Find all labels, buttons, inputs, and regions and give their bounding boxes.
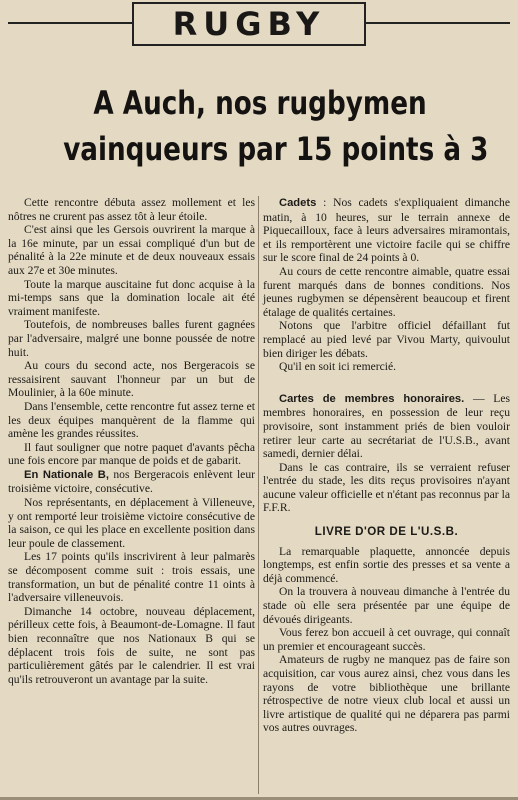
- article-column-right: [263, 196, 510, 735]
- paragraph-text: — Les membres honoraires, en possession de leur reçu provisoire, sont instamment priés de bien vouloir retirer leur carte au secrétariat de l'U.S.B., avant samedi, dernier délai.: [263, 391, 510, 461]
- header-rule-left: [8, 22, 132, 24]
- subhead-nationale-b: En Nationale B,: [24, 468, 109, 481]
- paragraph: Au cours de cette rencontre aimable, quatre essai furent marqués dans de bonnes conditions. Nos jeunes rugbymen se dépensèrent beaucoup et firent étalage de qualités certaines.: [263, 264, 510, 319]
- paragraph: Vous ferez bon accueil à cet ouvrage, qui connaît un premier et encourageant succès.: [263, 626, 510, 653]
- paragraph: Dimanche 14 octobre, nouveau déplacement, périlleux cette fois, à Beaumont-de-Lomagne. Il faut bien reconnaître que nos Nationaux B qui se déplacent trois fois de suite, ne sont pas particulièrement gâtés par le calendrier. Il est vrai qu'ils retrouveront un avantage par la suite.: [8, 604, 255, 686]
- paragraph: Dans l'ensemble, cette rencontre fut assez terne et les deux équipes manquèrent de la flamme qui amène les grandes réussites.: [8, 399, 255, 441]
- paragraph: Notons que l'arbitre officiel défaillant fut remplacé au pied levé par Vivou Marty, quivoulut bien diriger les débats.: [263, 319, 510, 360]
- section-banner: [132, 2, 366, 46]
- section-title-livre-dor: LIVRE D'OR DE L'U.S.B.: [314, 525, 459, 539]
- paragraph: C'est ainsi que les Gersois ouvrirent la marque à la 16e minute, par un essai compliqué d'un but de pénalité à la 22e minute et de deux nouveaux essais aux 27e et 30e minutes.: [8, 223, 255, 277]
- spacer: [263, 374, 510, 392]
- paragraph-cadets: [263, 196, 510, 265]
- subhead-cartes: Cartes de membres honoraires.: [279, 392, 465, 405]
- paragraph: Les 17 points qu'ils inscrivirent à leur palmarès se décomposent comme suit : trois essais, une transformation, un but de pénalité contre 11 oints à l'adversaire villeneuvois.: [8, 550, 255, 605]
- paragraph: Dans le cas contraire, ils se verraient refuser l'entrée du stade, les dits reçus provisoires n'ayant aucune valeur officielle et n'étant pas reconnus par la F.F.R.: [263, 460, 510, 515]
- headline-line-2: vainqueurs par 15 points à 3: [63, 130, 489, 168]
- headline: [63, 80, 489, 172]
- paragraph: Cette rencontre débuta assez mollement et les nôtres ne crurent pas assez tôt à leur étoile.: [8, 196, 255, 223]
- paragraph: Amateurs de rugby ne manquez pas de faire son acquisition, car vous aurez ainsi, chez vous dans les rayons de votre bibliothèque une brillante rétrospective de notre vieux club local et aussi un livre artistique de qualité qui ne déparera pas parmi vos autres ouvrages.: [263, 653, 510, 735]
- section-label: RUGBY: [172, 5, 326, 43]
- paragraph-text: nos Bergeracois enlèvent leur troisième victoire, consécutive.: [8, 467, 255, 496]
- column-divider: [258, 196, 259, 794]
- headline-line-1: A Auch, nos rugbymen: [93, 84, 427, 122]
- paragraph: La remarquable plaquette, annoncée depuis longtemps, est enfin sortie des presses et sa vente a déjà commencé.: [263, 544, 510, 585]
- paragraph-text: : Nos cadets s'expliquaient dimanche matin, à 10 heures, sur le terrain annexe de Piquecailloux, face à leurs adversaires miramontais, et ils remportèrent une victoire facile qui se chiffre sur le score final de 24 points à 0.: [263, 196, 510, 265]
- paragraph: Nos représentants, en déplacement à Villeneuve, y ont remporté leur troisième victoire consécutive de la saison, ce qui les place en excellente position dans leur poule de classement.: [8, 496, 255, 550]
- paragraph: Toute la marque auscitaine fut donc acquise à la mi-temps sans que la domination locale ait été vraiment manifeste.: [8, 277, 255, 318]
- article-column-left: [8, 196, 255, 686]
- paragraph: Toutefois, de nombreuses balles furent gagnées par l'adversaire, malgré une bonne poussée de notre huit.: [8, 318, 255, 359]
- paragraph: Il faut souligner que notre paquet d'avants pêcha une fois encore par manque de poids et de gabarit.: [8, 440, 255, 468]
- paragraph-cartes: [263, 392, 510, 461]
- paragraph: Qu'il en soit ici remercié.: [279, 360, 397, 374]
- paragraph: On la trouvera à nouveau dimanche à l'entrée du stade où elle sera présentée par une équipe de dévoués dirigeants.: [263, 585, 510, 626]
- paragraph: Au cours du second acte, nos Bergeracois se ressaisirent sauvant l'honneur par un but de Moulinier, à la 60e minute.: [8, 359, 255, 400]
- subhead-cadets: Cadets: [279, 197, 317, 209]
- paragraph-nationale-b: [8, 468, 255, 496]
- header-rule-right: [366, 22, 510, 24]
